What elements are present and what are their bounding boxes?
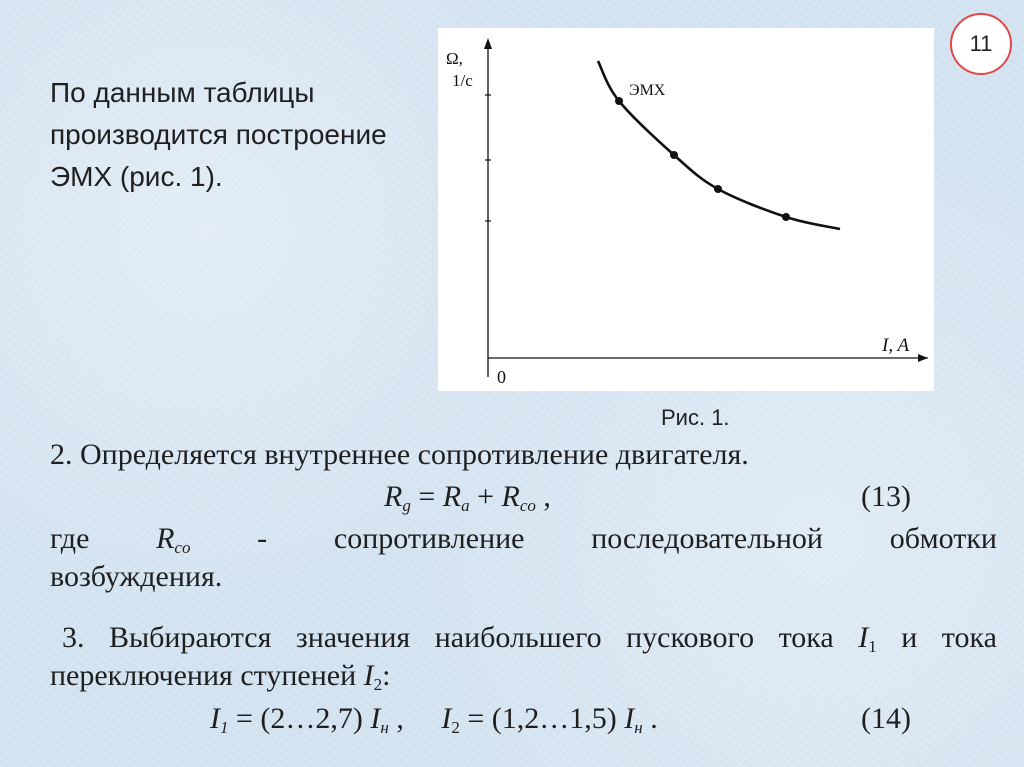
y-axis-arrow: [484, 38, 492, 49]
formula-plus: +: [477, 480, 494, 513]
formula-14-number: (14): [861, 702, 911, 735]
formula-end: ,: [543, 480, 551, 513]
step3-line2-text: переключения ступеней: [50, 659, 357, 692]
word: тока: [778, 621, 834, 654]
rco-symbol: $R_{co}$: [156, 522, 191, 557]
i1-symbol: $I_1$: [858, 621, 877, 656]
intro-line: производится построение: [50, 119, 387, 150]
data-point-marker: [782, 213, 790, 221]
intro-text: [50, 72, 387, 198]
x-axis-arrow: [918, 354, 928, 362]
marker-group: [615, 97, 790, 221]
slide-number-badge: [950, 13, 1012, 75]
formula-eq: =: [418, 480, 436, 513]
word: последовательной: [591, 522, 823, 555]
origin-label: 0: [497, 367, 506, 387]
x-axis-label: I, A: [882, 335, 910, 356]
y-axis-label-line1: Ω,: [446, 49, 463, 68]
emx-chart: [438, 28, 934, 391]
dash: -: [257, 522, 268, 555]
step2-where-line: [50, 520, 997, 558]
slide-number: 11: [969, 31, 993, 56]
formula-range2: = (1,2…1,5): [467, 702, 617, 735]
word: и: [901, 621, 918, 654]
where-word: где: [50, 522, 90, 555]
intro-line: ЭМХ (рис. 1).: [50, 161, 223, 192]
step2-text: 2. Определяется внутреннее сопротивление двигателя.: [50, 438, 749, 471]
y-axis-label-line2: 1/с: [452, 71, 473, 90]
word: тока: [941, 621, 997, 654]
formula-13: $R_g = R_a + R_{co}$ ,: [384, 480, 551, 515]
word: значения: [295, 621, 411, 654]
data-point-marker: [615, 97, 623, 105]
word: 3.: [62, 621, 85, 654]
step3-line1: [62, 619, 997, 657]
formula-14: $I_1$ = (2…2,7) $I_н$ , $I_2$ = (1,2…1,5) $I_н$ .: [210, 702, 658, 737]
step2-line3: возбуждения.: [50, 560, 223, 593]
word: Выбираются: [108, 621, 272, 654]
word: обмотки: [889, 522, 997, 555]
word: наибольшего: [434, 621, 602, 654]
formula-13-number: (13): [861, 480, 911, 513]
curve-label: ЭМХ: [629, 82, 666, 99]
formula-end: .: [650, 702, 658, 735]
intro-line: По данным таблицы: [50, 77, 315, 108]
figure-emx: [438, 28, 934, 391]
step3-line2: переключения ступеней $I_2$:: [50, 659, 391, 694]
data-point-marker: [670, 151, 678, 159]
word: пускового: [626, 621, 755, 654]
figure-caption: Рис. 1.: [661, 405, 730, 430]
colon: :: [382, 659, 391, 692]
word: сопротивление: [333, 522, 525, 555]
formula-range1: = (2…2,7): [236, 702, 363, 735]
data-point-marker: [714, 185, 722, 193]
formula-sep: ,: [396, 702, 404, 735]
